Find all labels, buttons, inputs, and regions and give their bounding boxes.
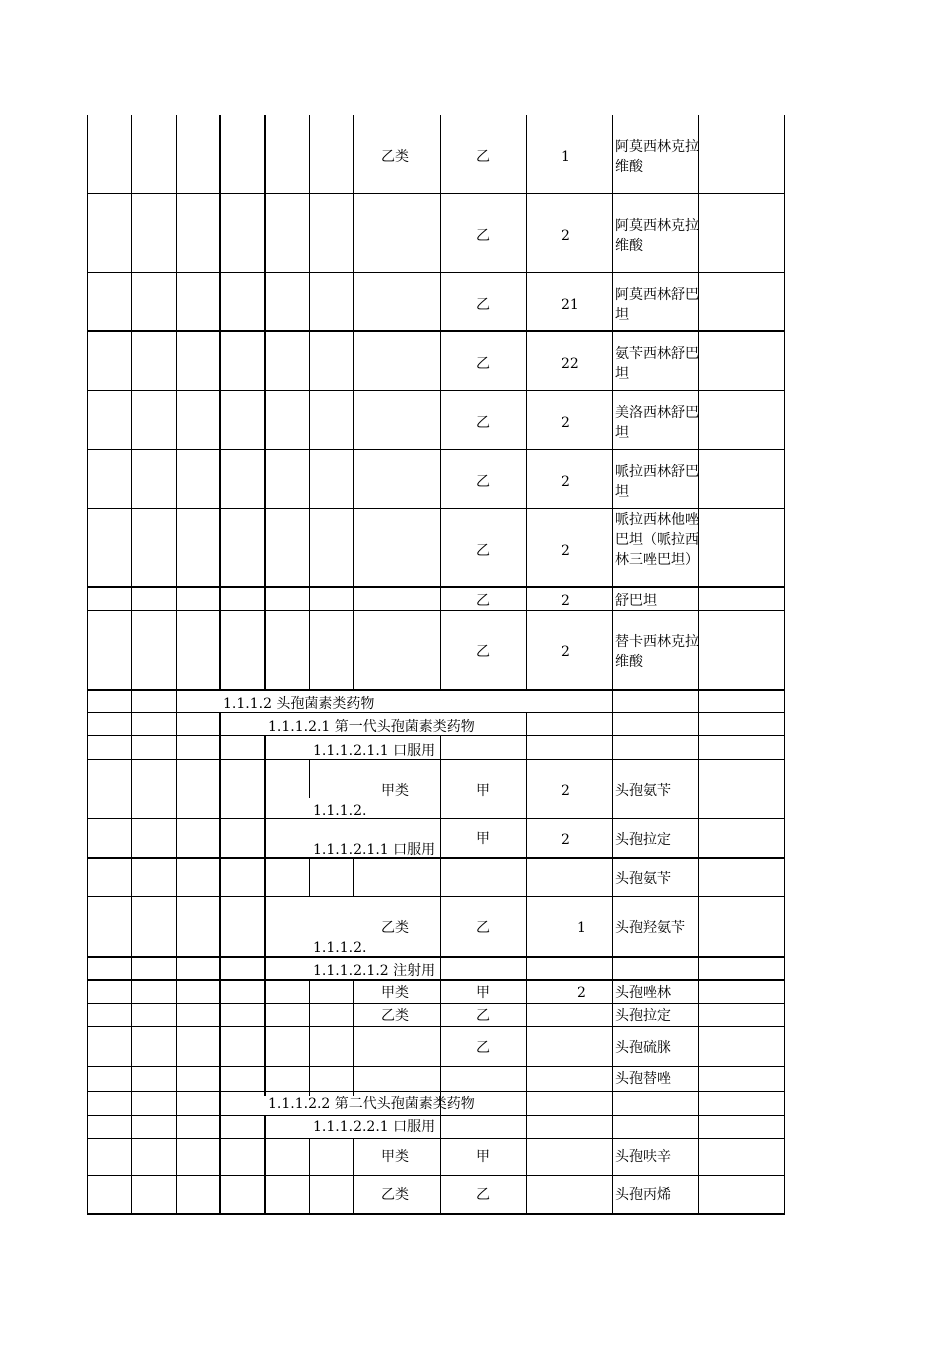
grid-vline [87, 115, 88, 1214]
code-cell: 1.1.1.2. [313, 803, 367, 819]
grid-hline [87, 689, 785, 691]
drug-name-cell: 头孢氨苄 [615, 783, 671, 799]
number-cell: 21 [561, 297, 579, 313]
class-type-cell: 甲类 [381, 985, 409, 1001]
grid-hline [87, 818, 785, 819]
grid-hline [87, 1138, 785, 1139]
grid-hline [87, 330, 785, 332]
grid-hline [87, 1066, 785, 1067]
number-cell: 1 [561, 149, 570, 165]
section-heading: 1.1.1.2.2 第二代头孢菌素类药物 [268, 1096, 475, 1112]
grid-vline [264, 1116, 266, 1214]
number-cell: 2 [561, 474, 570, 490]
number-cell: 1 [577, 920, 586, 936]
number-cell: 2 [561, 228, 570, 244]
grid-hline [87, 956, 785, 958]
section-heading: 1.1.1.2.2.1 口服用 [313, 1119, 436, 1135]
grid-vline [353, 980, 354, 1096]
grid-vline [176, 115, 177, 1214]
grid-vline [309, 115, 310, 690]
grade-cell: 甲 [476, 985, 490, 1001]
drug-name-cell: 头孢羟氨苄 [615, 920, 685, 936]
grid-hline [87, 390, 785, 391]
grid-hline [87, 610, 785, 611]
grid-hline [87, 272, 785, 273]
drug-name-cell: 阿莫西林克拉维酸 [615, 139, 699, 175]
grade-cell: 乙 [476, 1008, 490, 1024]
drug-name-cell: 头孢氨苄 [615, 871, 671, 887]
class-type-cell: 乙类 [381, 1187, 409, 1203]
section-heading: 1.1.1.2.1 第一代头孢菌素类药物 [268, 719, 475, 735]
grid-vline [309, 1139, 310, 1214]
grade-cell: 乙 [476, 593, 490, 609]
drug-name-cell: 头孢丙烯 [615, 1187, 671, 1203]
grade-cell: 甲 [476, 831, 490, 847]
section-heading: 1.1.1.2 头孢菌素类药物 [223, 696, 375, 712]
grid-vline [309, 980, 310, 1096]
grid-vline [612, 115, 613, 1214]
grid-vline [353, 1139, 354, 1214]
drug-name-cell: 替卡西林克拉维酸 [615, 634, 699, 670]
grid-hline [87, 1213, 785, 1215]
drug-name-cell: 头孢替唑 [615, 1071, 671, 1087]
grade-cell: 乙 [476, 415, 490, 431]
section-heading: 1.1.1.2.1.2 注射用 [313, 963, 436, 979]
drug-name-cell: 舒巴坦 [615, 593, 657, 609]
code-cell: 1.1.1.2. [313, 940, 367, 956]
number-cell: 2 [577, 985, 586, 1001]
class-type-cell: 乙类 [381, 1008, 409, 1024]
number-cell: 2 [561, 593, 570, 609]
grid-vline [353, 115, 354, 690]
drug-name-cell: 头孢硫脒 [615, 1040, 671, 1056]
grid-hline [87, 586, 785, 588]
grid-hline [87, 979, 785, 981]
number-cell: 2 [561, 415, 570, 431]
grid-vline [440, 736, 441, 1214]
number-cell: 22 [561, 356, 579, 372]
grade-cell: 乙 [476, 644, 490, 660]
grade-cell: 甲 [476, 1149, 490, 1165]
grid-vline [784, 115, 785, 1214]
grade-cell: 甲 [476, 783, 490, 799]
grid-vline [219, 115, 221, 690]
drug-name-cell: 阿莫西林克拉维酸 [615, 218, 699, 254]
grade-cell: 乙 [476, 920, 490, 936]
drug-name-cell: 头孢拉定 [615, 1008, 671, 1024]
grade-cell: 乙 [476, 356, 490, 372]
grid-vline [526, 115, 527, 690]
grade-cell: 乙 [476, 297, 490, 313]
drug-name-cell: 头孢唑林 [615, 985, 671, 1001]
grid-hline [87, 1115, 785, 1116]
class-type-cell: 乙类 [381, 920, 409, 936]
grid-hline [87, 1091, 785, 1092]
class-type-cell: 乙类 [381, 149, 409, 165]
code-cell: 1.1.1.2.1.1 口服用 [313, 842, 436, 858]
grid-hline [87, 857, 785, 859]
drug-name-cell: 哌拉西林他唑巴坦（哌拉西林三唑巴坦） [615, 512, 699, 568]
grid-hline [87, 508, 785, 509]
drug-name-cell: 阿莫西林舒巴坦 [615, 287, 699, 323]
grade-cell: 乙 [476, 543, 490, 559]
grid-hline [87, 193, 785, 194]
grid-hline [87, 1003, 785, 1004]
number-cell: 2 [561, 644, 570, 660]
grid-hline [87, 1026, 785, 1027]
number-cell: 2 [561, 783, 570, 799]
grid-vline [353, 858, 354, 897]
grade-cell: 乙 [476, 1187, 490, 1203]
class-type-cell: 甲类 [381, 783, 409, 799]
grade-cell: 乙 [476, 149, 490, 165]
grid-hline [87, 449, 785, 450]
grid-vline [264, 736, 266, 1096]
drug-name-cell: 美洛西林舒巴坦 [615, 405, 699, 441]
grid-vline [309, 760, 310, 798]
number-cell: 2 [561, 832, 570, 848]
section-heading: 1.1.1.2.1.1 口服用 [313, 743, 436, 759]
drug-name-cell: 氨苄西林舒巴坦 [615, 346, 699, 382]
number-cell: 2 [561, 543, 570, 559]
grade-cell: 乙 [476, 474, 490, 490]
grid-vline [264, 115, 266, 690]
grid-hline [87, 896, 785, 897]
grade-cell: 乙 [476, 228, 490, 244]
grid-vline [131, 115, 132, 1214]
drug-name-cell: 头孢呋辛 [615, 1149, 671, 1165]
drug-name-cell: 头孢拉定 [615, 832, 671, 848]
grid-hline [87, 1175, 785, 1176]
grade-cell: 乙 [476, 1040, 490, 1056]
grid-vline [440, 115, 441, 690]
grid-hline [87, 712, 785, 713]
class-type-cell: 甲类 [381, 1149, 409, 1165]
grid-hline [87, 759, 785, 760]
drug-name-cell: 哌拉西林舒巴坦 [615, 464, 699, 500]
grid-vline [309, 858, 310, 897]
